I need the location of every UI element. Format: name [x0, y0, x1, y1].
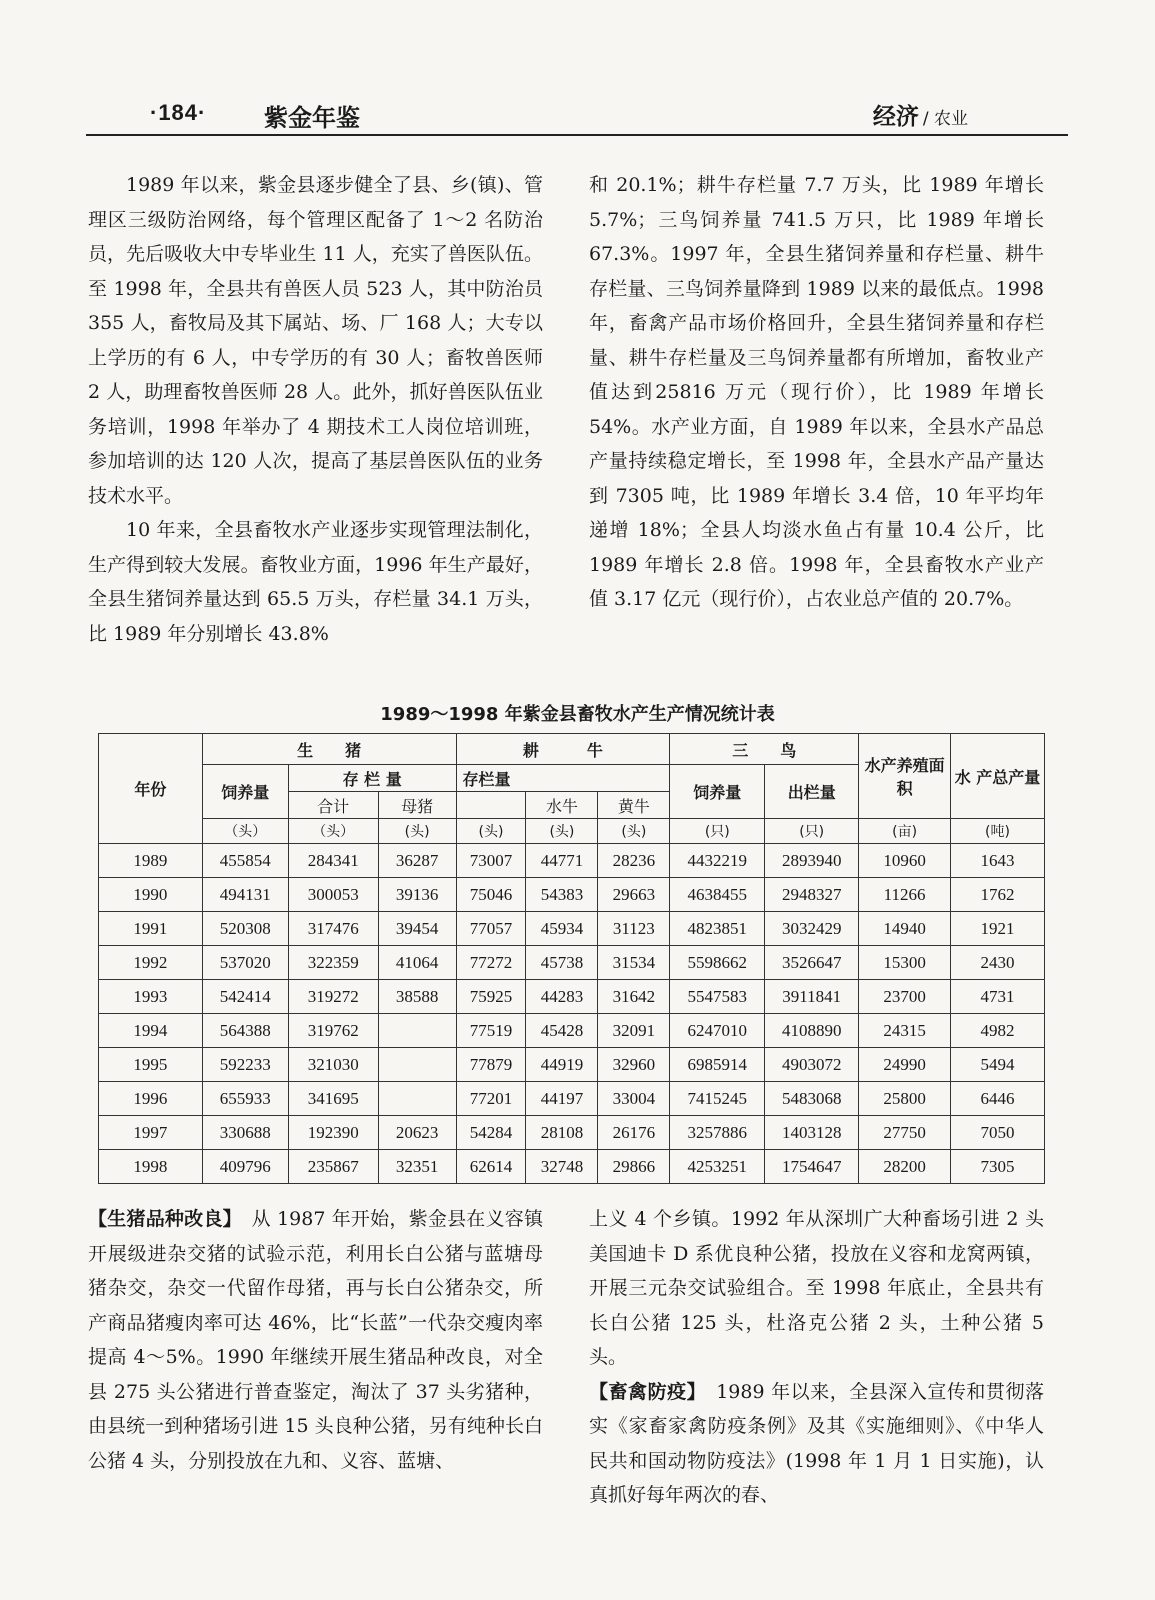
header-poultry-out: 出栏量 — [765, 765, 859, 819]
data-cell: 28236 — [598, 844, 670, 878]
data-cell: 542414 — [202, 980, 288, 1014]
data-cell: 24315 — [859, 1014, 951, 1048]
paragraph — [88, 1202, 543, 1478]
header-buffalo: 水牛 — [526, 792, 598, 819]
table-row — [99, 1014, 1045, 1048]
data-cell: 520308 — [202, 912, 288, 946]
data-cell: 25800 — [859, 1082, 951, 1116]
data-cell: 5483068 — [765, 1082, 859, 1116]
data-cell: 10960 — [859, 844, 951, 878]
header-cattle-stock: 存栏量 — [456, 765, 670, 792]
year-cell: 1992 — [99, 946, 203, 980]
data-cell: 29866 — [598, 1150, 670, 1184]
page-header — [86, 98, 1068, 136]
data-cell: 655933 — [202, 1082, 288, 1116]
data-cell: 54383 — [526, 878, 598, 912]
paragraph-text: 从 1987 年开始，紫金县在义容镇开展级进杂交猪的试验示范，利用长白公猪与蓝塘母猪杂交，杂交一代留作母猪，再与长白公猪杂交，所产商品猪瘦肉率可达 46%，比“长蓝”一代杂交瘦肉率提高 4～5%。1990 年继续开展生猪品种改良，对全县 275 头公猪进行普查鉴定，淘汰了 37 头劣猪种，由县统一到种猪场引进 15 头良种公猪，另有纯种长白公猪 4 头，分别投放在九和、义容、蓝塘、 — [88, 1208, 543, 1472]
data-cell: 15300 — [859, 946, 951, 980]
data-cell: 7305 — [951, 1150, 1045, 1184]
data-cell: 45738 — [526, 946, 598, 980]
data-cell: 322359 — [288, 946, 378, 980]
data-cell: 592233 — [202, 1048, 288, 1082]
data-cell: 44919 — [526, 1048, 598, 1082]
table-title: 1989～1998 年紫金县畜牧水产生产情况统计表 — [380, 704, 775, 725]
data-cell: 33004 — [598, 1082, 670, 1116]
data-cell: 31642 — [598, 980, 670, 1014]
data-cell: 77201 — [456, 1082, 526, 1116]
statistics-table — [98, 733, 1045, 1184]
data-cell: 31123 — [598, 912, 670, 946]
year-cell: 1989 — [99, 844, 203, 878]
data-cell: 341695 — [288, 1082, 378, 1116]
page-number: ·184· — [150, 100, 207, 125]
paragraph: 和 20.1%；耕牛存栏量 7.7 万头，比 1989 年增长 5.7%；三鸟饲养量 741.5 万只，比 1989 年增长 67.3%。1997 年，全县生猪饲养量和存栏量、耕牛存栏量、三鸟饲养量降到 1989 以来的最低点。1998 年，畜禽产品市场价格回升，全县生猪饲养量和存栏量、耕牛存栏量及三鸟饲养量都有所增加，畜牧业产值达到25816 万元（现行价），比 1989 年增长 54%。水产业方面，自 1989 年以来，全县水产品总产量持续稳定增长，至 1998 年，全县水产品产量达到 7305 吨，比 1989 年增长 3.4 倍，10 年平均年递增 18%；全县人均淡水鱼占有量 10.4 公斤，比 1989 年增长 2.8 倍。1998 年，全县畜牧水产业产值 3.17 亿元（现行价），占农业总产值的 20.7%。 — [589, 174, 1044, 610]
data-cell: 44197 — [526, 1082, 598, 1116]
header-poultry: 三 鸟 — [670, 734, 859, 765]
data-cell: 5598662 — [670, 946, 765, 980]
top-right-column — [589, 168, 1044, 617]
data-cell: 300053 — [288, 878, 378, 912]
paragraph — [589, 1375, 1044, 1513]
data-cell: 27750 — [859, 1116, 951, 1150]
table-row — [99, 912, 1045, 946]
paragraph: 1989 年以来，紫金县逐步健全了县、乡(镇)、管理区三级防治网络，每个管理区配备了 1～2 名防治员，先后吸收大中专毕业生 11 人，充实了兽医队伍。至 1998 年，全县共有兽医人员 523 人，其中防治员 355 人，畜牧局及其下属站、场、厂 168 人；大专以上学历的有 6 人，中专学历的有 30 人；畜牧兽医师 2 人，助理畜牧兽医师 28 人。此外，抓好兽医队伍业务培训，1998 年举办了 4 期技术工人岗位培训班，参加培训的达 120 人次，提高了基层兽医队伍的业务技术水平。 — [88, 174, 543, 507]
header-pig: 生 猪 — [202, 734, 456, 765]
section-tag: 【生猪品种改良】 — [88, 1208, 233, 1230]
data-cell: 32960 — [598, 1048, 670, 1082]
unit: (只) — [670, 819, 765, 844]
data-cell: 494131 — [202, 878, 288, 912]
data-cell: 39454 — [378, 912, 456, 946]
data-cell: 455854 — [202, 844, 288, 878]
data-cell: 6985914 — [670, 1048, 765, 1082]
data-cell — [378, 1048, 456, 1082]
data-cell: 29663 — [598, 878, 670, 912]
header-cattle-total — [456, 792, 526, 819]
data-cell: 4638455 — [670, 878, 765, 912]
data-cell: 41064 — [378, 946, 456, 980]
data-cell: 330688 — [202, 1116, 288, 1150]
data-cell: 2893940 — [765, 844, 859, 878]
header-pig-feed: 饲养量 — [202, 765, 288, 819]
data-cell: 4903072 — [765, 1048, 859, 1082]
year-cell: 1996 — [99, 1082, 203, 1116]
data-cell: 7415245 — [670, 1082, 765, 1116]
header-pig-stock: 存 栏 量 — [288, 765, 456, 792]
data-cell: 28108 — [526, 1116, 598, 1150]
book-title: 紫金年鉴 — [264, 104, 360, 132]
unit: （头） — [202, 819, 288, 844]
year-cell: 1993 — [99, 980, 203, 1014]
data-cell: 11266 — [859, 878, 951, 912]
data-cell: 3526647 — [765, 946, 859, 980]
bottom-left-column — [88, 1202, 543, 1478]
data-cell: 564388 — [202, 1014, 288, 1048]
data-cell: 3032429 — [765, 912, 859, 946]
paragraph: 上义 4 个乡镇。1992 年从深圳广大种畜场引进 2 头美国迪卡 D 系优良种公猪，投放在义容和龙窝两镇，开展三元杂交试验组合。至 1998 年底止，全县共有长白公猪 125 头，杜洛克公猪 2 头，土种公猪 5 头。 — [589, 1208, 1044, 1368]
data-cell: 4731 — [951, 980, 1045, 1014]
unit: (头) — [456, 819, 526, 844]
table-row — [99, 844, 1045, 878]
data-cell: 73007 — [456, 844, 526, 878]
section-tag: 【畜禽防疫】 — [589, 1380, 697, 1403]
data-cell: 192390 — [288, 1116, 378, 1150]
data-cell: 4823851 — [670, 912, 765, 946]
data-cell: 24990 — [859, 1048, 951, 1082]
subsection-name: / 农业 — [922, 109, 968, 129]
year-cell: 1991 — [99, 912, 203, 946]
data-cell: 45934 — [526, 912, 598, 946]
header-aqua-output: 水 产总产量 — [951, 734, 1045, 819]
year-cell: 1998 — [99, 1150, 203, 1184]
data-cell: 1403128 — [765, 1116, 859, 1150]
unit: (亩) — [859, 819, 951, 844]
unit: (只) — [765, 819, 859, 844]
data-cell: 77879 — [456, 1048, 526, 1082]
data-cell: 284341 — [288, 844, 378, 878]
data-cell: 32091 — [598, 1014, 670, 1048]
data-cell: 1762 — [951, 878, 1045, 912]
unit: (吨) — [951, 819, 1045, 844]
header-yellow-cattle: 黄牛 — [598, 792, 670, 819]
table-row — [99, 946, 1045, 980]
data-cell: 77272 — [456, 946, 526, 980]
table-row — [99, 1082, 1045, 1116]
data-cell: 537020 — [202, 946, 288, 980]
data-cell — [378, 1082, 456, 1116]
data-cell: 319762 — [288, 1014, 378, 1048]
top-left-column — [88, 168, 543, 651]
header-cattle: 耕 牛 — [456, 734, 670, 765]
data-cell: 2430 — [951, 946, 1045, 980]
section-title — [873, 98, 968, 131]
data-cell: 28200 — [859, 1150, 951, 1184]
data-cell: 319272 — [288, 980, 378, 1014]
data-cell: 54284 — [456, 1116, 526, 1150]
year-cell: 1997 — [99, 1116, 203, 1150]
header-total: 合计 — [288, 792, 378, 819]
data-cell: 4982 — [951, 1014, 1045, 1048]
data-cell: 39136 — [378, 878, 456, 912]
data-cell: 4432219 — [670, 844, 765, 878]
data-cell: 4108890 — [765, 1014, 859, 1048]
data-cell: 4253251 — [670, 1150, 765, 1184]
year-cell: 1990 — [99, 878, 203, 912]
data-cell: 62614 — [456, 1150, 526, 1184]
data-cell: 77519 — [456, 1014, 526, 1048]
data-cell: 75925 — [456, 980, 526, 1014]
data-cell: 2948327 — [765, 878, 859, 912]
table-row — [99, 878, 1045, 912]
table-row — [99, 1116, 1045, 1150]
paragraph: 10 年来，全县畜牧水产业逐步实现管理法制化，生产得到较大发展。畜牧业方面，1996 年生产最好，全县生猪饲养量达到 65.5 万头，存栏量 34.1 万头，比 1989 年分别增长 43.8% — [88, 519, 543, 645]
data-cell: 26176 — [598, 1116, 670, 1150]
data-cell: 317476 — [288, 912, 378, 946]
data-cell: 14940 — [859, 912, 951, 946]
data-cell: 1921 — [951, 912, 1045, 946]
table-row — [99, 1150, 1045, 1184]
header-poultry-feed: 饲养量 — [670, 765, 765, 819]
year-cell: 1994 — [99, 1014, 203, 1048]
data-cell: 32351 — [378, 1150, 456, 1184]
data-cell: 321030 — [288, 1048, 378, 1082]
bottom-right-column — [589, 1202, 1044, 1513]
unit: (头) — [598, 819, 670, 844]
data-cell: 1754647 — [765, 1150, 859, 1184]
data-cell: 38588 — [378, 980, 456, 1014]
header-year: 年份 — [99, 734, 203, 844]
unit: (头) — [526, 819, 598, 844]
unit: （头） — [288, 819, 378, 844]
unit: (头) — [378, 819, 456, 844]
header-aqua-area: 水产养殖面积 — [859, 734, 951, 819]
data-cell: 44283 — [526, 980, 598, 1014]
data-cell: 5547583 — [670, 980, 765, 1014]
data-cell: 3257886 — [670, 1116, 765, 1150]
paragraph-text: 1989 年以来，全县深入宣传和贯彻落实《家畜家禽防疫条例》及其《实施细则》、《中华人民共和国动物防疫法》(1998 年 1 月 1 日实施)，认真抓好每年两次的春、 — [589, 1380, 1044, 1506]
header-sow: 母猪 — [378, 792, 456, 819]
data-cell: 31534 — [598, 946, 670, 980]
data-cell: 409796 — [202, 1150, 288, 1184]
data-cell: 36287 — [378, 844, 456, 878]
data-cell: 235867 — [288, 1150, 378, 1184]
data-cell: 75046 — [456, 878, 526, 912]
data-cell: 7050 — [951, 1116, 1045, 1150]
data-cell: 20623 — [378, 1116, 456, 1150]
data-cell: 6446 — [951, 1082, 1045, 1116]
data-cell: 6247010 — [670, 1014, 765, 1048]
data-cell — [378, 1014, 456, 1048]
data-cell: 77057 — [456, 912, 526, 946]
table-row — [99, 1048, 1045, 1082]
data-cell: 32748 — [526, 1150, 598, 1184]
data-cell: 5494 — [951, 1048, 1045, 1082]
year-cell: 1995 — [99, 1048, 203, 1082]
data-cell: 1643 — [951, 844, 1045, 878]
data-cell: 45428 — [526, 1014, 598, 1048]
data-cell: 23700 — [859, 980, 951, 1014]
data-cell: 3911841 — [765, 980, 859, 1014]
table-row — [99, 980, 1045, 1014]
data-cell: 44771 — [526, 844, 598, 878]
section-name: 经济 — [872, 104, 919, 130]
